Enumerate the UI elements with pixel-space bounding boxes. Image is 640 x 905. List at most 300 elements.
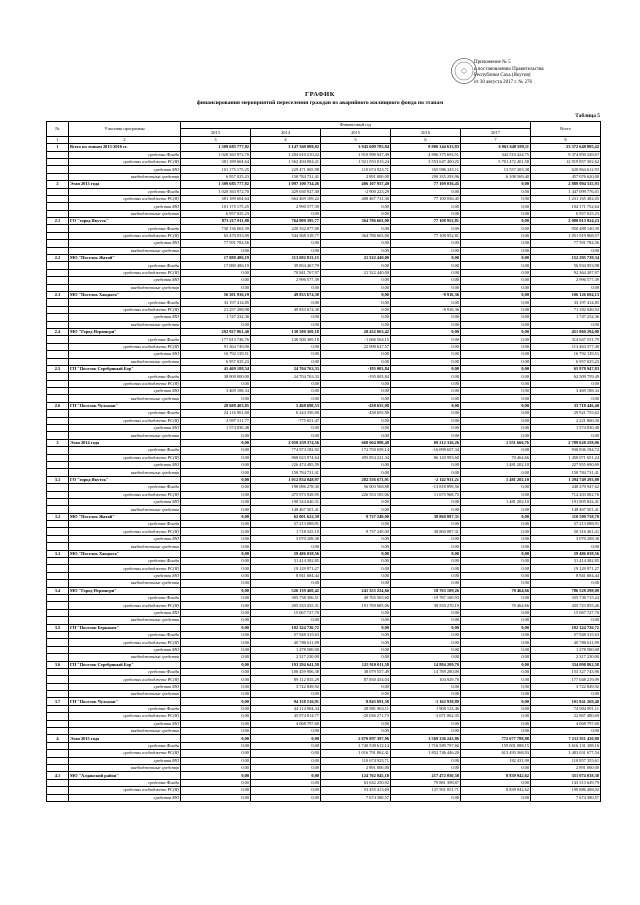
total-cell: 148 467 501,41 bbox=[531, 506, 601, 513]
value-cell: 0,00 bbox=[251, 691, 321, 698]
source-cell: средства госбюджета РС(Я) bbox=[69, 528, 181, 535]
value-cell: 0,00 bbox=[461, 676, 531, 683]
total-cell: 786 528 298,00 bbox=[531, 587, 601, 594]
row-number-cell bbox=[47, 676, 69, 683]
value-cell: 290 335 293,96 bbox=[391, 173, 461, 180]
value-cell: 77 100 036,45 bbox=[391, 195, 461, 202]
value-cell: 0,00 bbox=[181, 461, 251, 468]
value-cell: 0,00 bbox=[321, 306, 391, 313]
value-cell: 0,00 bbox=[391, 461, 461, 468]
value-cell: 0,00 bbox=[251, 299, 321, 306]
source-cell: средства МО bbox=[69, 166, 181, 173]
value-cell: 125 910 011,58 bbox=[321, 661, 391, 668]
value-cell: 77 108 952,81 bbox=[391, 232, 461, 239]
value-cell: 772 677 788,98 bbox=[461, 735, 531, 742]
value-cell: 0,00 bbox=[181, 550, 251, 557]
value-cell: 18 763 109,26 bbox=[391, 587, 461, 594]
value-cell: 0,00 bbox=[391, 558, 461, 565]
row-number-cell bbox=[47, 683, 69, 690]
value-cell: 7 674 380,57 bbox=[321, 794, 391, 801]
participant-cell: МО "Поселок Хандыга" bbox=[69, 291, 181, 298]
value-cell: 62 001 622,39 bbox=[251, 513, 321, 520]
value-cell: 0,00 bbox=[461, 218, 531, 225]
total-cell: 56 934 953,98 bbox=[531, 262, 601, 269]
value-cell: 28 688 403,85 bbox=[181, 402, 251, 409]
total-cell: 57 948 315,63 bbox=[531, 631, 601, 638]
value-cell: 104 929,70 bbox=[391, 676, 461, 683]
value-cell: 198 086 278,30 bbox=[251, 484, 321, 491]
source-cell: внебюджетные средства bbox=[69, 432, 181, 439]
value-cell: 0,00 bbox=[181, 787, 251, 794]
table-row-source bbox=[47, 565, 601, 572]
value-cell: 0,00 bbox=[461, 705, 531, 712]
source-cell: средства Фонда bbox=[69, 225, 181, 232]
value-cell: 0,00 bbox=[461, 203, 531, 210]
value-cell: 0,00 bbox=[391, 646, 461, 653]
value-cell: 13 557 203,38 bbox=[461, 166, 531, 173]
value-cell: 0,00 bbox=[251, 750, 321, 757]
table-row-source bbox=[47, 166, 601, 173]
value-cell: 0,00 bbox=[391, 543, 461, 550]
value-cell: 0,00 bbox=[391, 639, 461, 646]
row-number-cell bbox=[47, 417, 69, 424]
row-number-cell: 3.5 bbox=[47, 624, 69, 631]
value-cell: 0,00 bbox=[321, 247, 391, 254]
row-number-cell bbox=[47, 668, 69, 675]
row-number-cell: 3.3 bbox=[47, 550, 69, 557]
value-cell: 0,00 bbox=[181, 439, 251, 446]
total-cell: 143 513 649,79 bbox=[531, 779, 601, 786]
value-cell: 0,00 bbox=[181, 772, 251, 779]
value-cell: 0,00 bbox=[181, 528, 251, 535]
total-cell: 1 231 165 482,05 bbox=[531, 195, 601, 202]
source-cell: внебюджетные средства bbox=[69, 321, 181, 328]
row-number-cell bbox=[47, 757, 69, 764]
total-cell: 29 921 755,62 bbox=[531, 410, 601, 417]
value-cell: 0,00 bbox=[391, 521, 461, 528]
total-cell: 3 469 188,34 bbox=[531, 388, 601, 395]
value-cell: 0,00 bbox=[461, 469, 531, 476]
source-cell: средства МО bbox=[69, 203, 181, 210]
total-cell: 0,00 bbox=[531, 728, 601, 735]
value-cell: 2 997 511,77 bbox=[181, 417, 251, 424]
value-cell: 0,00 bbox=[321, 262, 391, 269]
value-cell: 0,00 bbox=[461, 646, 531, 653]
value-cell: 0,00 bbox=[461, 432, 531, 439]
participant-cell: МО "Город Нерюнгри" bbox=[69, 587, 181, 594]
total-cell: 2 789 628 258,06 bbox=[531, 439, 601, 446]
value-cell: 282 556 673,91 bbox=[321, 476, 391, 483]
value-cell: 0,00 bbox=[181, 269, 251, 276]
value-cell: 0,00 bbox=[391, 188, 461, 195]
value-cell: 0,00 bbox=[321, 521, 391, 528]
row-number-cell bbox=[47, 631, 69, 638]
table-row-source bbox=[47, 572, 601, 579]
table-row-source bbox=[47, 454, 601, 461]
value-cell: 0,00 bbox=[461, 447, 531, 454]
value-cell: 17 080 486,19 bbox=[181, 262, 251, 269]
value-cell: 0,00 bbox=[461, 181, 531, 188]
table-row-source bbox=[47, 750, 601, 757]
value-cell: 63 632 250,92 bbox=[321, 779, 391, 786]
row-number-cell bbox=[47, 395, 69, 402]
value-cell: 91 364 749,00 bbox=[181, 343, 251, 350]
approval-line: Республики Саха (Якутия) bbox=[474, 73, 531, 79]
total-cell: 153 327 743,96 bbox=[531, 668, 601, 675]
value-cell: 4 896 375 694,51 bbox=[391, 151, 461, 158]
value-cell: -775 651,47 bbox=[251, 417, 321, 424]
value-cell: 1 278 580,00 bbox=[251, 646, 321, 653]
total-cell: 33 718 446,40 bbox=[531, 402, 601, 409]
value-cell: 0,00 bbox=[391, 365, 461, 372]
table-row-participant bbox=[47, 476, 601, 483]
total-cell: 0,00 bbox=[531, 380, 601, 387]
total-cell: 8 941 684,44 bbox=[531, 572, 601, 579]
value-cell: 110 674 923,71 bbox=[321, 757, 391, 764]
source-cell: средства МО bbox=[69, 683, 181, 690]
value-cell: 102 324 726,72 bbox=[251, 624, 321, 631]
column-number: 5 bbox=[321, 136, 391, 143]
value-cell: 0,00 bbox=[251, 757, 321, 764]
total-cell: 110 857 355,61 bbox=[531, 757, 601, 764]
value-cell: 0,00 bbox=[181, 580, 251, 587]
value-cell: 0,00 bbox=[181, 794, 251, 801]
source-cell: внебюджетные средства bbox=[69, 358, 181, 365]
total-cell: 0,00 bbox=[531, 247, 601, 254]
value-cell: 24 704 763,33 bbox=[251, 373, 321, 380]
row-number-cell bbox=[47, 388, 69, 395]
total-cell: 6 957 025,23 bbox=[531, 358, 601, 365]
participant-cell: МО "Город Нерюнгри" bbox=[69, 328, 181, 335]
value-cell: 0,00 bbox=[321, 498, 391, 505]
total-cell: 457 076 620,00 bbox=[531, 173, 601, 180]
value-cell: -19 787 160,93 bbox=[391, 595, 461, 602]
value-cell: 0,00 bbox=[181, 321, 251, 328]
row-number-cell bbox=[47, 269, 69, 276]
value-cell: 364 786 663,00 bbox=[321, 232, 391, 239]
value-cell: 0,00 bbox=[461, 365, 531, 372]
total-cell: 59 486 038,56 bbox=[531, 550, 601, 557]
value-cell: 177 813 746,76 bbox=[181, 336, 251, 343]
source-cell: средства МО bbox=[69, 388, 181, 395]
value-cell: 0,00 bbox=[461, 321, 531, 328]
header-total: Всего bbox=[531, 122, 601, 137]
value-cell: 0,00 bbox=[251, 388, 321, 395]
table-label: Таблица 5 bbox=[575, 113, 600, 119]
value-cell: 0,00 bbox=[321, 543, 391, 550]
table-row-source bbox=[47, 713, 601, 720]
value-cell: 77 591 784,56 bbox=[181, 240, 251, 247]
source-cell: средства МО bbox=[69, 794, 181, 801]
value-cell: 0,00 bbox=[251, 764, 321, 771]
value-cell: 22 098 627,57 bbox=[321, 343, 391, 350]
value-cell: 4 068 797,60 bbox=[251, 720, 321, 727]
table-row-source bbox=[47, 602, 601, 609]
value-cell: 0,00 bbox=[251, 395, 321, 402]
value-cell: 0,00 bbox=[181, 617, 251, 624]
table-row-source bbox=[47, 491, 601, 498]
value-cell: 0,00 bbox=[321, 609, 391, 616]
row-number-cell bbox=[47, 410, 69, 417]
row-number-cell bbox=[47, 728, 69, 735]
value-cell: 0,00 bbox=[461, 306, 531, 313]
table-row-source bbox=[47, 195, 601, 202]
table-row-participant bbox=[47, 328, 601, 335]
header-num: № bbox=[47, 122, 69, 137]
value-cell: 0,00 bbox=[391, 609, 461, 616]
value-cell: 0,00 bbox=[251, 543, 321, 550]
value-cell: 0,00 bbox=[181, 683, 251, 690]
value-cell: 87 830 454,04 bbox=[321, 676, 391, 683]
value-cell: 8 845 691,38 bbox=[321, 698, 391, 705]
value-cell: 0,00 bbox=[321, 314, 391, 321]
source-cell: средства госбюджета РС(Я) bbox=[69, 787, 181, 794]
value-cell: 408 467 731,30 bbox=[321, 195, 391, 202]
row-number-cell bbox=[47, 247, 69, 254]
approval-note bbox=[474, 60, 544, 87]
table-row-source bbox=[47, 351, 601, 358]
value-cell: 124 762 045,18 bbox=[321, 772, 391, 779]
approval-line: Приложение № 5 bbox=[474, 60, 511, 65]
table-row-source bbox=[47, 787, 601, 794]
value-cell: 182 431,90 bbox=[461, 757, 531, 764]
table-row-participant bbox=[47, 735, 601, 742]
source-cell: внебюджетные средства bbox=[69, 210, 181, 217]
value-cell: 0,00 bbox=[391, 388, 461, 395]
value-cell: 9 737 249,00 bbox=[321, 513, 391, 520]
value-cell: 2 870 897 397,96 bbox=[321, 735, 391, 742]
value-cell: 0,00 bbox=[181, 742, 251, 749]
total-cell: 9 374 850 349,67 bbox=[531, 151, 601, 158]
value-cell: 406 107 957,40 bbox=[321, 181, 391, 188]
value-cell: -20 036 271,73 bbox=[321, 713, 391, 720]
value-cell: 0,00 bbox=[391, 395, 461, 402]
value-cell: 0,00 bbox=[251, 772, 321, 779]
value-cell: 764 900 395,77 bbox=[251, 218, 321, 225]
value-cell: 0,00 bbox=[391, 269, 461, 276]
value-cell: 0,00 bbox=[391, 631, 461, 638]
table-row-source bbox=[47, 683, 601, 690]
total-cell: 40 780 611,09 bbox=[531, 639, 601, 646]
value-cell: 0,00 bbox=[391, 328, 461, 335]
total-cell: 2 317 230,00 bbox=[531, 654, 601, 661]
value-cell: 16 792 139,51 bbox=[181, 351, 251, 358]
table-row-source bbox=[47, 358, 601, 365]
source-cell: средства госбюджета РС(Я) bbox=[69, 639, 181, 646]
value-cell: 0,00 bbox=[391, 203, 461, 210]
value-cell: 0,00 bbox=[391, 343, 461, 350]
column-number: 4 bbox=[251, 136, 321, 143]
value-cell: 0,00 bbox=[461, 314, 531, 321]
value-cell: 6 957 025,23 bbox=[181, 210, 251, 217]
value-cell: -16 098 657,34 bbox=[391, 447, 461, 454]
source-cell: средства госбюджета РС(Я) bbox=[69, 269, 181, 276]
value-cell: 774 974 182,92 bbox=[251, 447, 321, 454]
value-cell: 0,00 bbox=[251, 580, 321, 587]
value-cell: 0,00 bbox=[461, 654, 531, 661]
source-cell: средства МО bbox=[69, 757, 181, 764]
source-cell: средства Фонда bbox=[69, 188, 181, 195]
source-cell: средства госбюджета РС(Я) bbox=[69, 713, 181, 720]
participant-cell: ГО "город Якутск" bbox=[69, 218, 181, 225]
value-cell: 0,00 bbox=[181, 698, 251, 705]
value-cell: 0,00 bbox=[321, 683, 391, 690]
value-cell: 2 050 259 374,56 bbox=[251, 439, 321, 446]
source-cell: средства Фонда bbox=[69, 484, 181, 491]
value-cell: 17 080 486,19 bbox=[181, 255, 251, 262]
row-number-cell bbox=[47, 203, 69, 210]
value-cell: 0,00 bbox=[461, 351, 531, 358]
table-row-source bbox=[47, 528, 601, 535]
source-cell: средства МО bbox=[69, 498, 181, 505]
value-cell: 24 704 763,33 bbox=[251, 365, 321, 372]
value-cell: 0,00 bbox=[321, 388, 391, 395]
value-cell: 0,00 bbox=[461, 691, 531, 698]
value-cell: 3 070 208,38 bbox=[251, 535, 321, 542]
value-cell: 57 948 315,63 bbox=[251, 631, 321, 638]
row-number-cell bbox=[47, 299, 69, 306]
column-number: 3 bbox=[181, 136, 251, 143]
source-cell: внебюджетные средства bbox=[69, 654, 181, 661]
value-cell: 0,00 bbox=[251, 787, 321, 794]
header-year: 2014 bbox=[251, 129, 321, 136]
table-row-source bbox=[47, 151, 601, 158]
participant-cell: ГО "город Якутск" bbox=[69, 476, 181, 483]
total-cell: 101 841 269,40 bbox=[531, 698, 601, 705]
total-cell: 65 978 947,83 bbox=[531, 365, 601, 372]
column-number: 1 bbox=[47, 136, 69, 143]
value-cell: 57 213 088,91 bbox=[251, 521, 321, 528]
source-cell: внебюджетные средства bbox=[69, 506, 181, 513]
value-cell: 526 139 469,42 bbox=[251, 587, 321, 594]
row-number-cell bbox=[47, 617, 69, 624]
value-cell: 0,00 bbox=[461, 425, 531, 432]
source-cell: внебюджетные средства bbox=[69, 691, 181, 698]
row-number-cell: 4.1 bbox=[47, 772, 69, 779]
table-row-participant bbox=[47, 624, 601, 631]
value-cell: 0,00 bbox=[391, 498, 461, 505]
table-row-source bbox=[47, 306, 601, 313]
source-cell: средства Фонда bbox=[69, 558, 181, 565]
value-cell: 0,00 bbox=[461, 262, 531, 269]
row-number-cell bbox=[47, 521, 69, 528]
value-cell: 544 568 318,77 bbox=[251, 232, 321, 239]
value-cell: -1 162 938,89 bbox=[391, 698, 461, 705]
value-cell: 1 481 202,10 bbox=[461, 476, 531, 483]
participant-cell: ГП "Поселок Чульман" bbox=[69, 698, 181, 705]
value-cell: 0,00 bbox=[461, 550, 531, 557]
value-cell: 292 927 861,40 bbox=[181, 328, 251, 335]
value-cell: 0,00 bbox=[321, 425, 391, 432]
value-cell: 21 522 440,00 bbox=[321, 255, 391, 262]
value-cell: 24 116 961,60 bbox=[181, 410, 251, 417]
row-number-cell bbox=[47, 454, 69, 461]
value-cell: 8 839 942,62 bbox=[461, 787, 531, 794]
value-cell: 0,00 bbox=[321, 417, 391, 424]
value-cell: 31 414 382,85 bbox=[251, 558, 321, 565]
value-cell: 49 833 674,30 bbox=[251, 291, 321, 298]
header-participant: Участник программы bbox=[69, 122, 181, 137]
value-cell: -2 142 931,21 bbox=[391, 476, 461, 483]
value-cell: 137 591 051,71 bbox=[391, 787, 461, 794]
value-cell: 0,00 bbox=[181, 646, 251, 653]
value-cell: 0,00 bbox=[461, 720, 531, 727]
value-cell: 0,00 bbox=[391, 351, 461, 358]
value-cell: 0,00 bbox=[461, 713, 531, 720]
row-number-cell bbox=[47, 343, 69, 350]
total-cell: 240 270 947,62 bbox=[531, 484, 601, 491]
source-cell: внебюджетные средства bbox=[69, 395, 181, 402]
value-cell: 0,00 bbox=[461, 668, 531, 675]
row-number-cell bbox=[47, 639, 69, 646]
value-cell: 0,00 bbox=[321, 565, 391, 572]
row-number-cell: 3.7 bbox=[47, 698, 69, 705]
table-row-source bbox=[47, 535, 601, 542]
value-cell: 77 100 036,45 bbox=[391, 181, 461, 188]
table-row-source bbox=[47, 188, 601, 195]
value-cell: -195 003,84 bbox=[321, 373, 391, 380]
value-cell: 0,00 bbox=[461, 698, 531, 705]
value-cell: 113 692 813,15 bbox=[251, 255, 321, 262]
total-cell: 1 051 919 968,57 bbox=[531, 232, 601, 239]
source-cell: средства госбюджета РС(Я) bbox=[69, 750, 181, 757]
table-row-source bbox=[47, 461, 601, 468]
value-cell: 165 986 245,11 bbox=[391, 166, 461, 173]
value-cell: -13 818 899,56 bbox=[391, 484, 461, 491]
source-cell: средства Фонда bbox=[69, 151, 181, 158]
total-cell: 113 463 377,49 bbox=[531, 343, 601, 350]
row-number-cell bbox=[47, 447, 69, 454]
table-row-source bbox=[47, 720, 601, 727]
table-row-participant bbox=[47, 291, 601, 298]
value-cell: 77 108 952,81 bbox=[391, 218, 461, 225]
table-row-source bbox=[47, 380, 601, 387]
value-cell: 0,00 bbox=[391, 720, 461, 727]
table-row-source bbox=[47, 558, 601, 565]
value-cell: 2 891 000,00 bbox=[321, 764, 391, 771]
total-cell: 102 324 726,72 bbox=[531, 624, 601, 631]
value-cell: 241 555 254,66 bbox=[321, 587, 391, 594]
value-cell: 0,00 bbox=[181, 654, 251, 661]
value-cell: 0,00 bbox=[181, 247, 251, 254]
total-cell: 930 836 184,72 bbox=[531, 447, 601, 454]
value-cell: 0,00 bbox=[391, 417, 461, 424]
source-cell: средства госбюджета РС(Я) bbox=[69, 602, 181, 609]
value-cell: 0,00 bbox=[321, 284, 391, 291]
participant-cell: МО "Поселок Хандыга" bbox=[69, 550, 181, 557]
value-cell: 3 722 849,92 bbox=[251, 683, 321, 690]
participant-cell: Этап 2013 года bbox=[69, 181, 181, 188]
value-cell: 0,00 bbox=[391, 410, 461, 417]
value-cell: 49 765 565,60 bbox=[321, 595, 391, 602]
total-cell: 0,00 bbox=[531, 543, 601, 550]
row-number-cell bbox=[47, 158, 69, 165]
value-cell: -8 916,36 bbox=[391, 291, 461, 298]
value-cell: 1 204 610 210,22 bbox=[251, 151, 321, 158]
table-row-source bbox=[47, 543, 601, 550]
column-number: 2 bbox=[69, 136, 181, 143]
value-cell: 613 493 368,93 bbox=[461, 750, 531, 757]
table-row-source bbox=[47, 646, 601, 653]
value-cell: 0,00 bbox=[181, 498, 251, 505]
row-number-cell bbox=[47, 565, 69, 572]
value-cell: 0,00 bbox=[391, 321, 461, 328]
value-cell: 0,00 bbox=[461, 380, 531, 387]
value-cell: 45 974 814,77 bbox=[251, 713, 321, 720]
value-cell: 70 464,66 bbox=[461, 602, 531, 609]
row-number-cell bbox=[47, 380, 69, 387]
row-number-cell bbox=[47, 794, 69, 801]
